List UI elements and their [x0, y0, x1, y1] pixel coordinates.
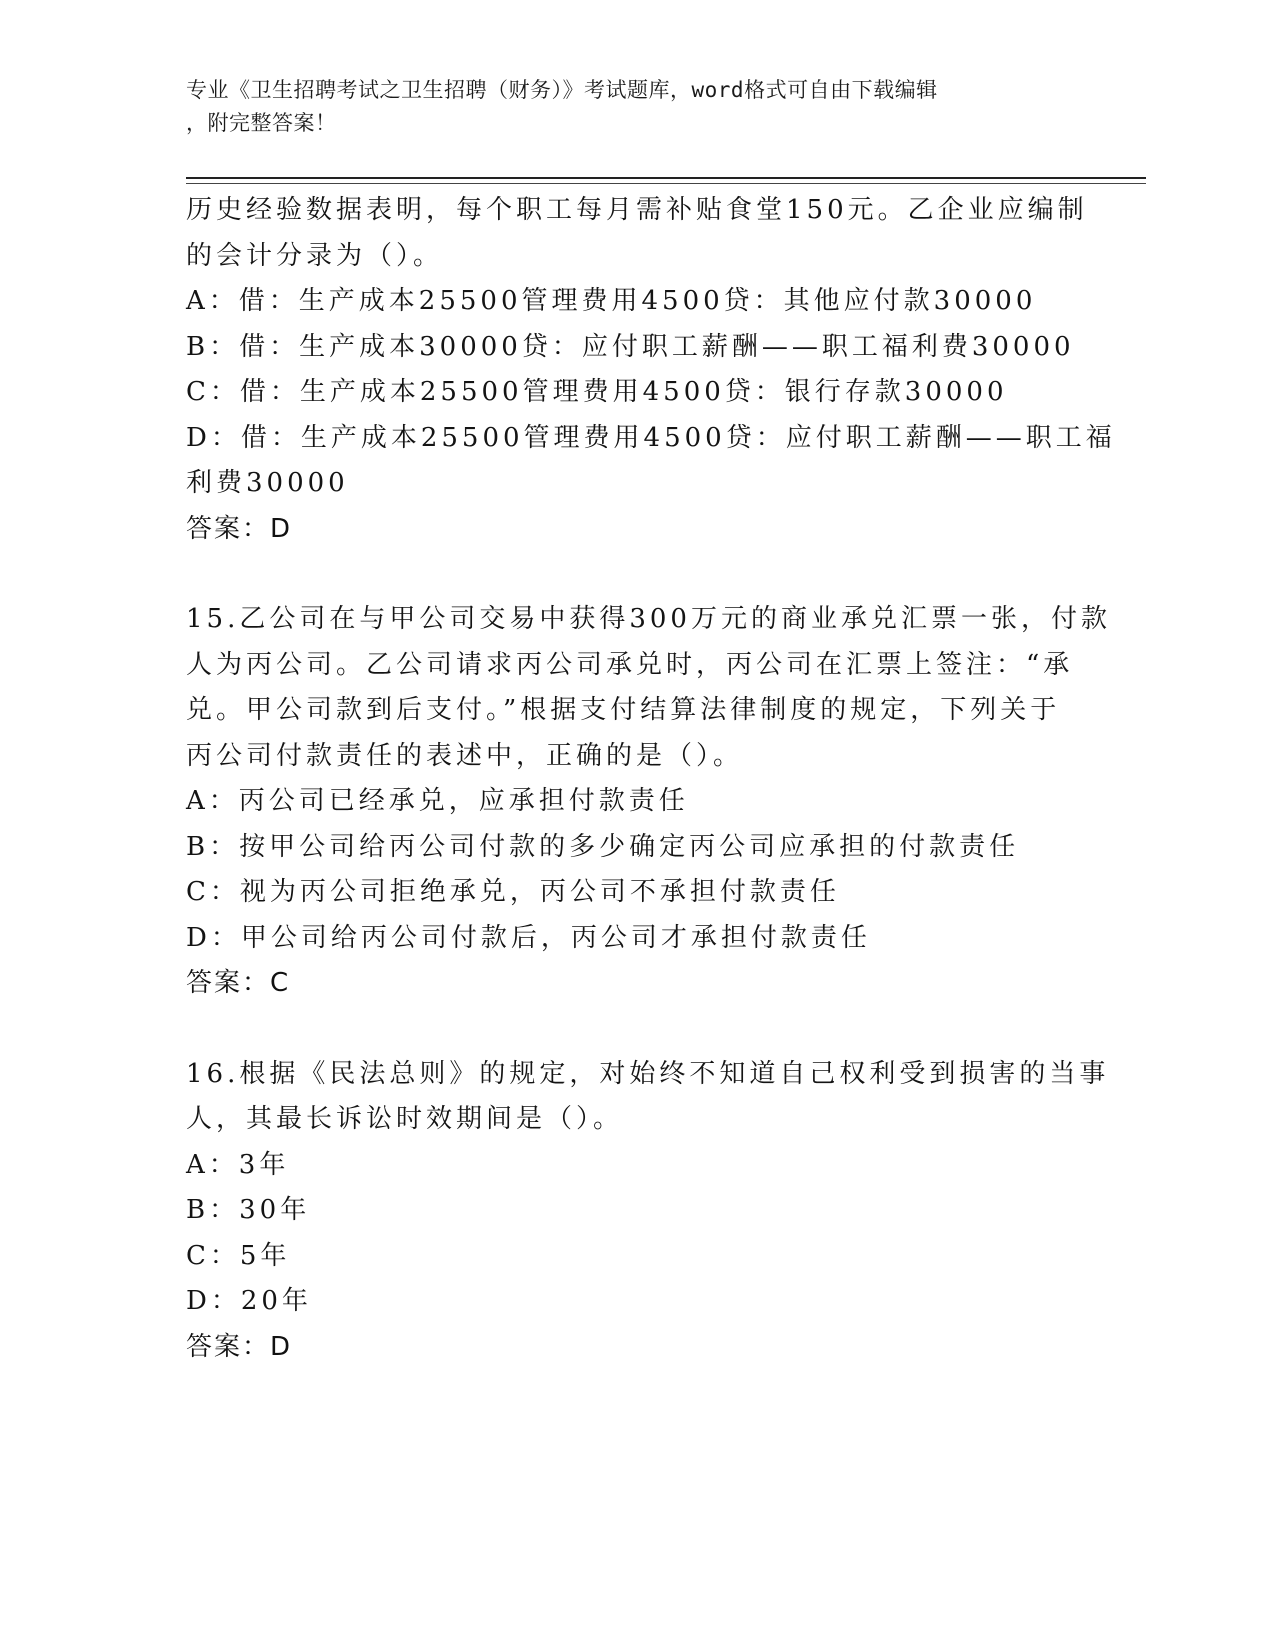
header-line-1: 专业《卫生招聘考试之卫生招聘（财务）》考试题库，word格式可自由下载编辑 — [186, 78, 938, 102]
option-a: A：3年 — [186, 1149, 290, 1180]
option-c: C：借：生产成本25500管理费用4500贷：银行存款30000 — [186, 377, 1008, 407]
answer-label: 答案：D — [186, 1331, 293, 1362]
question-stem-line: 15.乙公司在与甲公司交易中获得300万元的商业承兑汇票一张，付款 — [186, 604, 1111, 634]
question-stem-line: 16.根据《民法总则》的规定，对始终不知道自己权利受到损害的当事 — [186, 1058, 1110, 1089]
document-header — [186, 74, 1086, 140]
question-stem-line: 丙公司付款责任的表述中，正确的是（）。 — [186, 740, 744, 771]
option-c: C：5年 — [186, 1240, 291, 1271]
option-d-continued: 利费30000 — [186, 468, 349, 498]
question-stem-line: 人为丙公司。乙公司请求丙公司承兑时，丙公司在汇票上签注：“承 — [186, 649, 1074, 680]
header-divider-thin — [186, 183, 1146, 184]
question-stem-line: 历史经验数据表明，每个职工每月需补贴食堂150元。乙企业应编制 — [186, 195, 1088, 225]
header-divider-thick — [186, 177, 1146, 179]
option-b: B：借：生产成本30000贷：应付职工薪酬——职工福利费30000 — [186, 331, 1075, 362]
spacer — [186, 1007, 1066, 1052]
answer-label: 答案：C — [186, 968, 291, 998]
question-stem-line: 兑。甲公司款到后支付。”根据支付结算法律制度的规定，下列关于 — [186, 695, 1061, 725]
document-body — [186, 188, 1116, 1370]
question-14 — [186, 188, 1116, 552]
option-d: D：借：生产成本25500管理费用4500贷：应付职工薪酬——职工福 — [186, 422, 1116, 453]
option-a: A：借：生产成本25500管理费用4500贷：其他应付款30000 — [186, 286, 1037, 316]
question-stem-line: 人，其最长诉讼时效期间是（）。 — [186, 1104, 624, 1134]
option-d: D：甲公司给丙公司付款后，丙公司才承担付款责任 — [186, 922, 871, 953]
answer-label: 答案：D — [186, 513, 293, 544]
option-d: D：20年 — [186, 1286, 312, 1316]
question-15 — [186, 597, 1111, 1007]
option-b: B：30年 — [186, 1195, 311, 1225]
option-a: A：丙公司已经承兑，应承担付款责任 — [186, 786, 689, 816]
question-stem-line: 的会计分录为（）。 — [186, 240, 444, 271]
question-16 — [186, 1052, 1110, 1371]
option-c: C：视为丙公司拒绝承兑，丙公司不承担付款责任 — [186, 877, 840, 907]
option-b: B：按甲公司给丙公司付款的多少确定丙公司应承担的付款责任 — [186, 831, 1020, 862]
header-line-2: ，附完整答案！ — [186, 111, 337, 135]
spacer — [186, 552, 1066, 597]
